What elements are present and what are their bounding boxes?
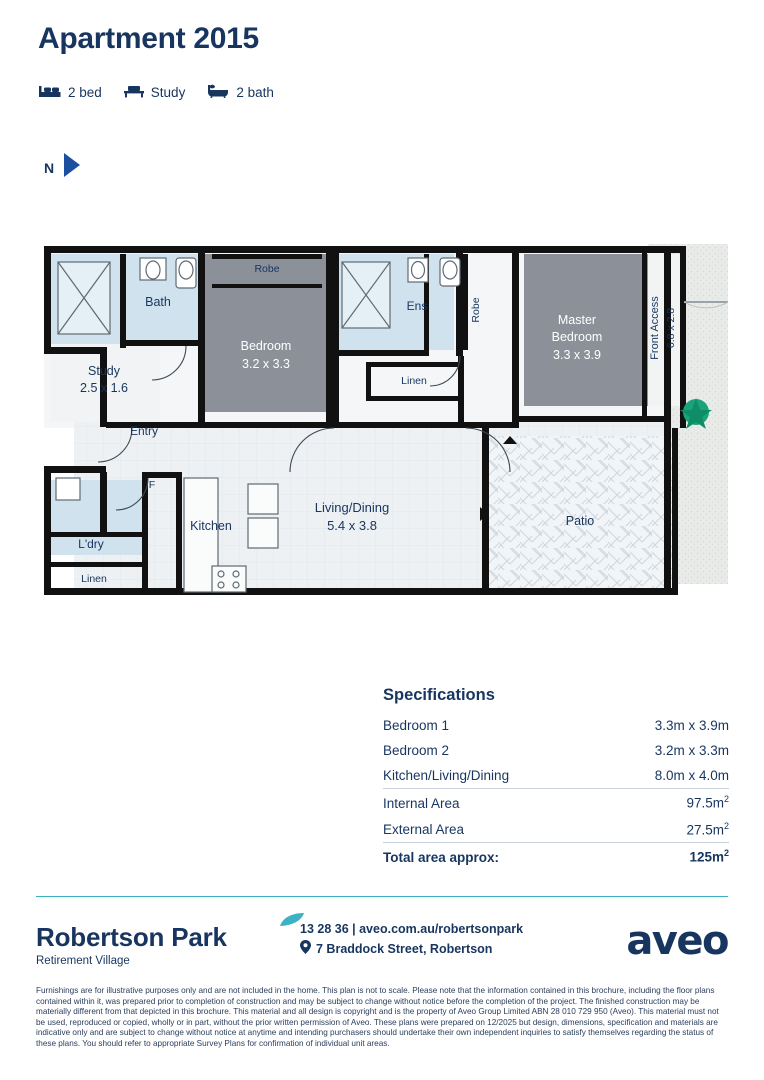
label-master-1: Master: [557, 313, 597, 327]
compass: [44, 152, 82, 183]
spec-value: $97.5m^2$: [686, 794, 729, 811]
label-linen-bottom: Linen: [81, 573, 107, 585]
label-bath: Bath: [145, 295, 171, 309]
feature-bath-label: 2 bath: [236, 85, 274, 100]
label-robe-vert: Robe: [470, 297, 482, 323]
spec-value: $125m^2$: [689, 848, 729, 865]
label-bedroom: Bedroom: [240, 339, 292, 353]
label-master-2: Bedroom: [551, 330, 603, 344]
label-ens: Ens: [406, 299, 428, 313]
label-living-dims: 5.4 x 3.8: [327, 518, 377, 533]
contact-phone-web[interactable]: 13 28 36 | aveo.com.au/robertsonpark: [300, 922, 524, 936]
feature-study-label: Study: [150, 85, 186, 100]
contact-address: 7 Braddock Street, Robertson: [316, 941, 493, 956]
spec-label: External Area: [383, 822, 465, 837]
page-title: Apartment 2015: [38, 22, 259, 55]
spec-row-total: [383, 842, 729, 870]
bed-icon: [39, 84, 61, 101]
contact-block: [300, 922, 523, 957]
spec-label: Bedroom 1: [383, 718, 450, 733]
label-study: Study: [88, 364, 120, 378]
spec-label: Internal Area: [383, 795, 460, 811]
label-master-dims: 3.3 x 3.9: [553, 348, 601, 362]
spec-row: [383, 788, 729, 816]
label-front-access: Front Access: [649, 296, 661, 360]
spec-label: Kitchen/Living/Dining: [383, 768, 510, 783]
label-ldry: L'dry: [78, 537, 104, 551]
feature-bed-label: 2 bed: [68, 85, 102, 100]
label-kitchen: Kitchen: [190, 519, 232, 533]
village-logo: [36, 922, 227, 967]
village-subtitle: Retirement Village: [36, 955, 130, 967]
footer-divider: [36, 896, 728, 897]
spec-row: [383, 738, 729, 763]
spec-row: [383, 816, 729, 843]
label-robe-top: Robe: [254, 263, 280, 275]
spec-row: [383, 763, 729, 788]
label-linen-top: Linen: [401, 375, 427, 387]
spec-label: Total area approx:: [383, 849, 500, 865]
label-study-dims: 2.5 x 1.6: [80, 381, 128, 395]
spec-value: 3.2m x 3.3m: [654, 743, 729, 758]
north-arrow-icon: [60, 152, 82, 183]
spec-label: Bedroom 2: [383, 743, 450, 758]
specifications: [383, 686, 729, 870]
spec-value: 8.0m x 4.0m: [654, 768, 729, 783]
aveo-logo: aveo: [626, 918, 728, 964]
label-bedroom-dims: 3.2 x 3.3: [242, 357, 290, 371]
disclaimer-text: Furnishings are for illustrative purposes only and are not included in the home. This plan is not to scale. Please note that the information contained in this brochure, including the floor plans contained within it, was prepared prior to completion of construction and may be subject to change without notice before the completion of the project. The finished construction may be materially different from that depicted in this brochure. This material and all design is copyright and is the property of Aveo Group Limited ABN 28 010 729 950 (Aveo). This material must not be used, reproduced or copied, wholly or in part, without the prior written permission of Aveo. These plans were prepared on 12/2025 but design, dimensions, specification and materials are indicative only and are subject to change without notice at anytime and intending purchasers should undertake their own independent inquiries to satisfy themselves regarding the status of these plans. You should refer to appropriate Survey Plans for confirmation of individual unit areas.: [36, 986, 719, 1048]
spec-value: $27.5m^2$: [686, 820, 729, 837]
feature-study: [124, 84, 186, 101]
floorplan: [36, 240, 728, 615]
location-pin-icon: [300, 940, 311, 957]
specifications-heading: Specifications: [383, 686, 495, 704]
desk-icon: [124, 84, 144, 101]
label-patio: Patio: [565, 514, 595, 528]
spec-value: 3.3m x 3.9m: [654, 718, 729, 733]
feature-list: [39, 84, 274, 101]
contact-address-row: [300, 940, 523, 957]
label-entry: Entry: [129, 424, 159, 438]
label-living: Living/Dining: [314, 500, 390, 515]
spec-row: [383, 713, 729, 738]
label-front-access-dims: 6.8 x 2.8: [665, 307, 677, 349]
feature-bath: [207, 84, 274, 101]
bath-icon: [207, 84, 229, 101]
compass-label: N: [44, 159, 55, 176]
feature-bed: [39, 84, 102, 101]
village-name: Robertson Park: [36, 922, 227, 952]
label-fridge: F: [148, 479, 156, 491]
